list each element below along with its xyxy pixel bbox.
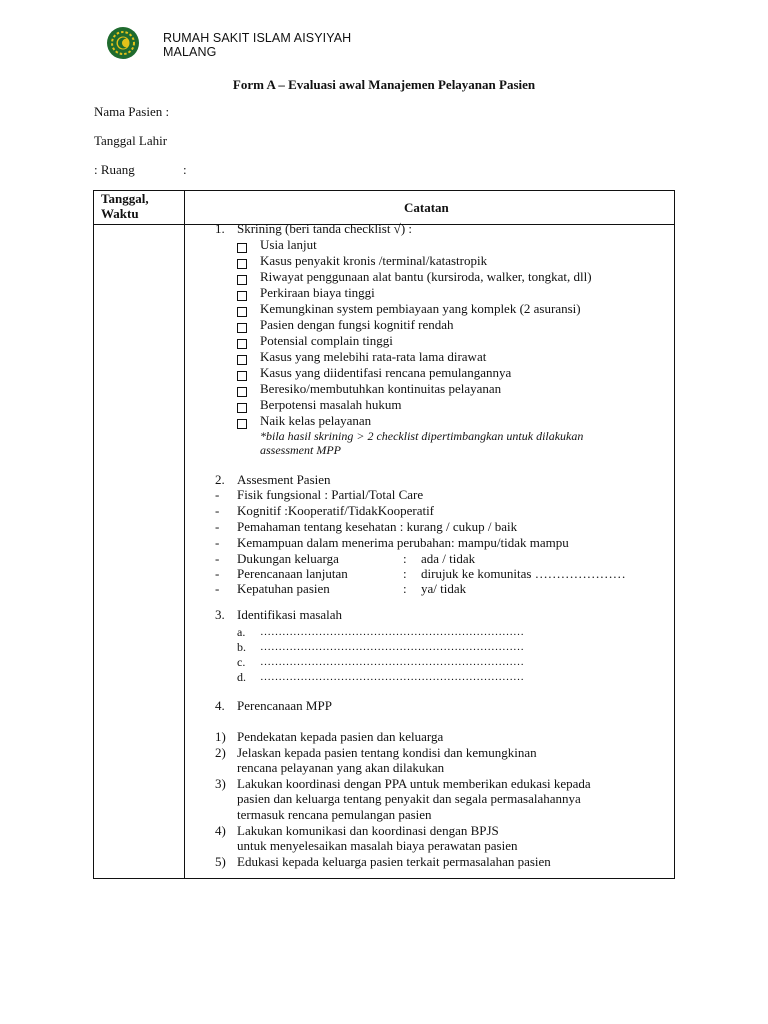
section1-num: 1.: [215, 221, 225, 236]
checkbox-square-icon[interactable]: [237, 403, 247, 413]
assessment-item: Fisik fungsional : Partial/Total Care: [237, 487, 424, 502]
screening-item: Naik kelas pelayanan: [260, 413, 372, 428]
hospital-name: [163, 31, 351, 59]
problem-dots: ………………………………………………………………: [260, 671, 524, 683]
screening-note-line1: *bila hasil skrining > 2 checklist dipertimbangkan untuk dilakukan: [260, 429, 584, 443]
checkbox-square-icon[interactable]: [237, 419, 247, 429]
assessment-label: Perencanaan lanjutan: [237, 566, 348, 581]
field-nama-pasien: Nama Pasien :: [94, 104, 170, 119]
plan-num: 5): [215, 853, 226, 869]
hospital-name-line2: MALANG: [163, 45, 217, 59]
form-title: Form A – Evaluasi awal Manajemen Pelayanan Pasien: [232, 77, 536, 92]
assessment-dash: -: [215, 503, 220, 518]
checkbox-icon[interactable]: [237, 321, 247, 337]
header-waktu: Waktu: [101, 206, 139, 221]
assessment-colon: :: [403, 551, 407, 566]
problem-letter: b.: [237, 640, 246, 654]
field-ruang: : Ruang: [94, 162, 135, 177]
screening-item: Riwayat penggunaan alat bantu (kursiroda, walker, tongkat, dll): [260, 269, 592, 284]
column-divider: [184, 191, 185, 878]
problem-dots: ………………………………………………………………: [260, 641, 524, 653]
field-ruang-colon: :: [183, 162, 187, 177]
assessment-item: Kemampuan dalam menerima perubahan: mampu/tidak mampu: [237, 535, 569, 550]
header-tanggal-waktu: [101, 191, 149, 221]
checkbox-square-icon[interactable]: [237, 291, 247, 301]
checkbox-icon[interactable]: [237, 273, 247, 289]
plan-num: 2): [215, 744, 226, 760]
checkbox-icon[interactable]: [237, 257, 247, 273]
assessment-value: ya/ tidak: [421, 581, 467, 596]
screening-item: Pasien dengan fungsi kognitif rendah: [260, 317, 454, 332]
checkbox-icon[interactable]: [237, 241, 247, 257]
section2-num: 2.: [215, 472, 225, 487]
section4-num: 4.: [215, 698, 225, 713]
screening-item: Perkiraan biaya tinggi: [260, 285, 375, 300]
screening-item: Potensial complain tinggi: [260, 333, 393, 348]
checkbox-icon[interactable]: [237, 401, 247, 417]
checkbox-square-icon[interactable]: [237, 243, 247, 253]
screening-item: Kasus penyakit kronis /terminal/katastropik: [260, 253, 488, 268]
plan-line: rencana pelayanan yang akan dilakukan: [237, 760, 445, 776]
section3-num: 3.: [215, 607, 225, 622]
checkbox-icon[interactable]: [237, 417, 247, 433]
assessment-item: Kognitif :Kooperatif/TidakKooperatif: [237, 503, 435, 518]
plan-line: Lakukan koordinasi dengan PPA untuk memberikan edukasi kepada: [237, 775, 591, 791]
screening-item: Kasus yang diidentifasi rencana pemulangannya: [260, 365, 512, 380]
assessment-value: dirujuk ke komunitas …………………: [421, 566, 626, 581]
screening-item: Beresiko/membutuhkan kontinuitas pelayanan: [260, 381, 502, 396]
plan-line: Lakukan komunikasi dan koordinasi dengan BPJS: [237, 822, 499, 838]
plan-num: 4): [215, 822, 226, 838]
assessment-label: Kepatuhan pasien: [237, 581, 330, 596]
assessment-colon: :: [403, 566, 407, 581]
assessment-value: ada / tidak: [421, 551, 476, 566]
hospital-logo-icon: [106, 26, 140, 60]
assessment-dash: -: [215, 551, 220, 566]
plan-line: termasuk rencana pemulangan pasien: [237, 807, 432, 822]
plan-num: 3): [215, 775, 226, 791]
section3-title: Identifikasi masalah: [237, 607, 343, 622]
checkbox-square-icon[interactable]: [237, 355, 247, 365]
assessment-dash: -: [215, 581, 220, 596]
checkbox-icon[interactable]: [237, 289, 247, 305]
screening-item: Kasus yang melebihi rata-rata lama dirawat: [260, 349, 487, 364]
header-catatan: Catatan: [404, 200, 449, 215]
assessment-colon: :: [403, 581, 407, 596]
problem-letter: a.: [237, 625, 246, 639]
checkbox-square-icon[interactable]: [237, 371, 247, 381]
checkbox-icon[interactable]: [237, 337, 247, 353]
checkbox-icon[interactable]: [237, 369, 247, 385]
assessment-dash: -: [215, 519, 220, 534]
checkbox-square-icon[interactable]: [237, 259, 247, 269]
section2-title: Assesment Pasien: [237, 472, 331, 487]
section4-title: Perencanaan MPP: [237, 698, 332, 713]
plan-num: 1): [215, 729, 226, 744]
checkbox-square-icon[interactable]: [237, 387, 247, 397]
problem-letter: c.: [237, 655, 246, 669]
problem-dots: ………………………………………………………………: [260, 626, 524, 638]
problem-letter: d.: [237, 670, 246, 684]
checkbox-square-icon[interactable]: [237, 339, 247, 349]
plan-line: pasien dan keluarga tentang penyakit dan segala permasalahannya: [237, 791, 581, 807]
hospital-name-line1: RUMAH SAKIT ISLAM AISYIYAH: [163, 31, 352, 45]
screening-item: Usia lanjut: [260, 237, 317, 252]
plan-line: untuk menyelesaikan masalah biaya perawatan pasien: [237, 838, 518, 854]
assessment-dash: -: [215, 566, 220, 581]
assessment-dash: -: [215, 535, 220, 550]
section1-title: Skrining (beri tanda checklist √) :: [237, 221, 413, 236]
checkbox-square-icon[interactable]: [237, 323, 247, 333]
problem-dots: ………………………………………………………………: [260, 656, 524, 668]
assessment-dash: -: [215, 487, 220, 502]
plan-line: Edukasi kepada keluarga pasien terkait permasalahan pasien: [237, 853, 551, 869]
checkbox-icon[interactable]: [237, 305, 247, 321]
checkbox-icon[interactable]: [237, 353, 247, 369]
assessment-label: Dukungan keluarga: [237, 551, 339, 566]
checkbox-square-icon[interactable]: [237, 307, 247, 317]
plan-line: Jelaskan kepada pasien tentang kondisi dan kemungkinan: [237, 744, 537, 760]
screening-item: Berpotensi masalah hukum: [260, 397, 402, 412]
checkbox-square-icon[interactable]: [237, 275, 247, 285]
checkbox-icon[interactable]: [237, 385, 247, 401]
header-tanggal: Tanggal,: [101, 191, 149, 206]
field-tanggal-lahir: Tanggal Lahir: [94, 133, 168, 148]
assessment-item: Pemahaman tentang kesehatan : kurang / cukup / baik: [237, 519, 518, 534]
plan-line: Pendekatan kepada pasien dan keluarga: [237, 729, 444, 744]
screening-note-line2: assessment MPP: [260, 443, 341, 457]
screening-item: Kemungkinan system pembiayaan yang komplek (2 asuransi): [260, 301, 581, 316]
